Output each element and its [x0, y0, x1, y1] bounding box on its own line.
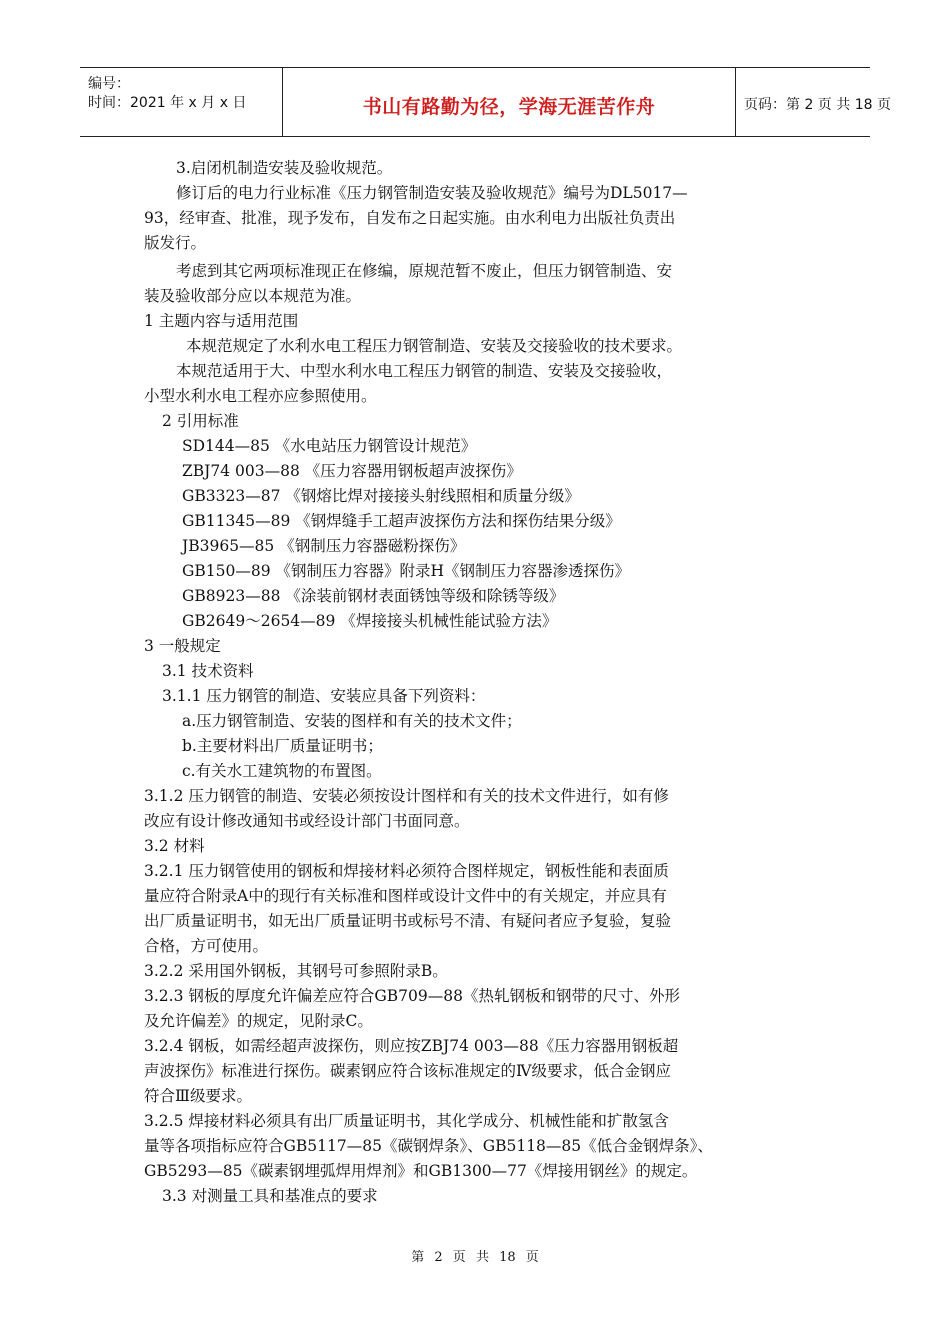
header-slogan-cell	[283, 68, 736, 136]
reference-item: GB150—89 《钢制压力容器》附录H《钢制压力容器渗透探伤》	[182, 562, 631, 580]
header-slogan: 书山有路勤为径，学海无涯苦作舟	[362, 96, 656, 118]
text-line: 93，经审查、批准，现予发布，自发布之日起实施。由水利电力出版社负责出	[144, 209, 676, 227]
reference-item: SD144—85 《水电站压力钢管设计规范》	[182, 437, 477, 455]
text-line: 改应有设计修改通知书或经设计部门书面同意。	[144, 812, 470, 830]
reference-item: ZBJ74 003—88 《压力容器用钢板超声波探伤》	[182, 462, 522, 480]
page-footer	[0, 1246, 950, 1265]
section-heading: 1 主题内容与适用范围	[144, 312, 299, 330]
header-page-number: 页码：第 2 页 共 18 页	[744, 97, 891, 113]
subsection-heading: 3.1 技术资料	[162, 662, 254, 680]
reference-item: GB8923—88 《涂装前钢材表面锈蚀等级和除锈等级》	[182, 587, 565, 605]
reference-item: GB11345—89 《钢焊缝手工超声波探伤方法和探伤结果分级》	[182, 512, 621, 530]
header-page-cell	[736, 68, 891, 136]
footer-page-number: 2	[434, 1250, 443, 1265]
document-number-label: 编号：	[88, 76, 130, 92]
list-item: c.有关水工建筑物的布置图。	[182, 762, 382, 780]
text-line: 及允许偏差》的规定，见附录C。	[144, 1012, 373, 1030]
footer-ye-2: 页	[525, 1250, 539, 1265]
reference-item: GB3323—87 《钢熔比焊对接接头射线照相和质量分级》	[182, 487, 580, 505]
footer-gong: 共	[475, 1250, 489, 1265]
subsection-heading: 3.2 材料	[144, 837, 205, 855]
list-item: a.压力钢管制造、安装的图样和有关的技术文件；	[182, 712, 522, 730]
text-line: 小型水利水电工程亦应参照使用。	[144, 387, 377, 405]
text-line: 声波探伤》标准进行探伤。碳素钢应符合该标准规定的Ⅳ级要求，低合金钢应	[144, 1062, 671, 1080]
text-line: 3.启闭机制造安装及验收规范。	[176, 159, 393, 177]
text-line: 符合Ⅲ级要求。	[144, 1087, 252, 1105]
section-heading: 3 一般规定	[144, 637, 221, 655]
text-line: 3.2.5 焊接材料必须具有出厂质量证明书，其化学成分、机械性能和扩散氢含	[144, 1112, 669, 1130]
reference-item: GB2649～2654—89 《焊接接头机械性能试验方法》	[182, 612, 558, 630]
text-line: 出厂质量证明书，如无出厂质量证明书或标号不清、有疑问者应予复验，复验	[144, 912, 672, 930]
text-line: 考虑到其它两项标准现正在修编，原规范暂不废止，但压力钢管制造、安	[176, 262, 673, 280]
text-line: 修订后的电力行业标准《压力钢管制造安装及验收规范》编号为DL5017—	[176, 184, 688, 202]
text-line: 版发行。	[144, 234, 207, 252]
subsection-heading: 3.3 对测量工具和基准点的要求	[162, 1187, 378, 1205]
page-header	[80, 67, 891, 137]
document-date-label: 时间：2021 年 x 月 x 日	[88, 95, 247, 111]
text-line: 3.1.1 压力钢管的制造、安装应具备下列资料：	[162, 687, 486, 705]
footer-total-pages: 18	[499, 1250, 516, 1265]
text-line: 本规范适用于大、中型水利水电工程压力钢管的制造、安装及交接验收，	[176, 362, 673, 380]
header-info-cell	[80, 68, 283, 136]
text-line: 3.2.4 钢板，如需经超声波探伤，则应按ZBJ74 003—88《压力容器用钢板超	[144, 1037, 679, 1055]
text-line: 3.2.2 采用国外钢板，其钢号可参照附录B。	[144, 962, 448, 980]
footer-di: 第	[411, 1250, 425, 1265]
text-line: 3.2.1 压力钢管使用的钢板和焊接材料必须符合图样规定，钢板性能和表面质	[144, 862, 669, 880]
text-line: 量等各项指标应符合GB5117—85《碳钢焊条》、GB5118—85《低合金钢焊条》、	[144, 1137, 713, 1155]
text-line: 合格，方可使用。	[144, 937, 269, 955]
text-line: 本规范规定了水利水电工程压力钢管制造、安装及交接验收的技术要求。	[186, 337, 683, 355]
section-heading: 2 引用标准	[162, 412, 239, 430]
list-item: b.主要材料出厂质量证明书；	[182, 737, 383, 755]
text-line: GB5293—85《碳素钢埋弧焊用焊剂》和GB1300—77《焊接用钢丝》的规定。	[144, 1162, 698, 1180]
text-line: 量应符合附录A中的现行有关标准和图样或设计文件中的有关规定，并应具有	[144, 887, 667, 905]
text-line: 3.1.2 压力钢管的制造、安装必须按设计图样和有关的技术文件进行，如有修	[144, 787, 669, 805]
text-line: 3.2.3 钢板的厚度允许偏差应符合GB709—88《热轧钢板和钢带的尺寸、外形	[144, 987, 680, 1005]
text-line: 装及验收部分应以本规范为准。	[144, 287, 362, 305]
reference-item: JB3965—85 《钢制压力容器磁粉探伤》	[182, 537, 466, 555]
footer-ye: 页	[452, 1250, 466, 1265]
